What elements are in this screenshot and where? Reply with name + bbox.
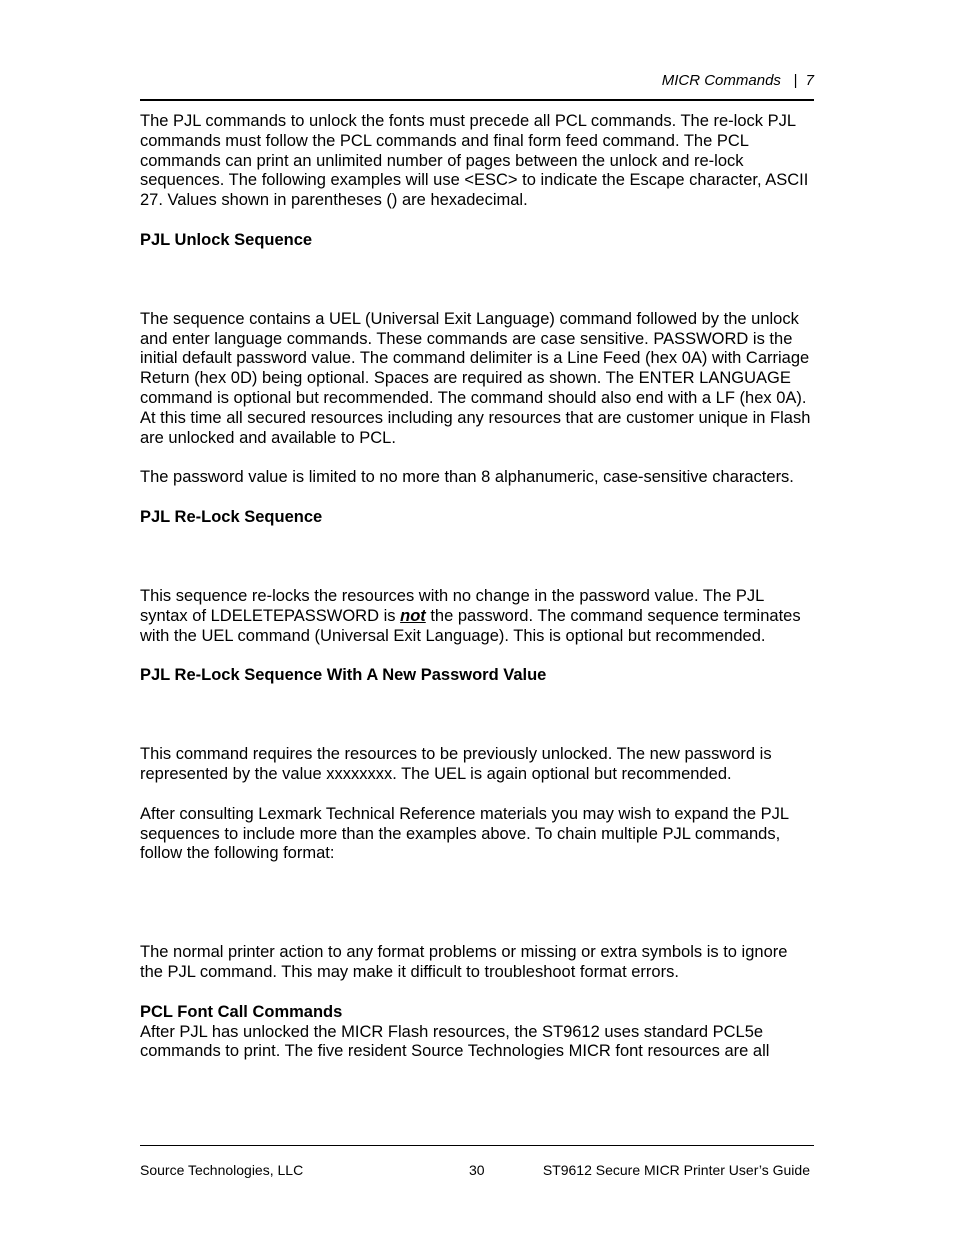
emphasis-not: not bbox=[400, 606, 426, 625]
relock-text-end: the password. The command sequence terminates with the UEL command (Universal Exit Language). This is optional but recommended. bbox=[140, 606, 801, 645]
new-password-paragraph: This command requires the resources to be previously unlocked. The new password is represented by the value xxxxxxxx. The UEL is again optional but recommended. bbox=[140, 745, 772, 783]
heading-pcl-font-call-commands: PCL Font Call Commands bbox=[140, 1002, 343, 1021]
page-body bbox=[140, 112, 814, 1062]
page-footer bbox=[140, 1161, 814, 1179]
footer-page-number: 30 bbox=[469, 1162, 485, 1178]
heading-pjl-unlock-sequence: PJL Unlock Sequence bbox=[140, 230, 313, 249]
intro-paragraph: The PJL commands to unlock the fonts must precede all PCL commands. The re-lock PJL commands must follow the PCL commands and final form feed command. The PCL commands can print an unlimited number of pages between the unlock and re-lock sequences. The following examples will use <ESC> to indicate the Escape character, ASCII 27. Values shown in parentheses () are hexadecimal. bbox=[140, 112, 809, 210]
running-header: MICR Commands | 7 bbox=[661, 72, 814, 89]
footer-company: Source Technologies, LLC bbox=[140, 1162, 304, 1178]
chain-commands-paragraph: After consulting Lexmark Technical Reference materials you may wish to expand the PJL sequences to include more than the examples above. To chain multiple PJL commands, follow the following format: bbox=[140, 804, 789, 863]
format-errors-paragraph: The normal printer action to any format problems or missing or extra symbols is to ignore the PJL command. This may make it difficult to troubleshoot format errors. bbox=[140, 943, 788, 981]
relock-description-paragraph bbox=[140, 587, 814, 646]
relock-text-start: This sequence re-locks the resources with no change in the password value. The PJL syntax of LDELETEPASSWORD is bbox=[140, 586, 764, 625]
footer-document-title: ST9612 Secure MICR Printer User’s Guide bbox=[542, 1162, 810, 1178]
password-limit-paragraph: The password value is limited to no more than 8 alphanumeric, case-sensitive characters. bbox=[140, 468, 794, 487]
heading-pjl-relock-new-password: PJL Re-Lock Sequence With A New Password Value bbox=[140, 666, 547, 685]
pcl-intro-paragraph: After PJL has unlocked the MICR Flash resources, the ST9612 uses standard PCL5e commands to print. The five resident Source Technologies MICR font resources are all bbox=[140, 1022, 770, 1061]
heading-pjl-relock-sequence: PJL Re-Lock Sequence bbox=[140, 508, 323, 527]
header-rule bbox=[140, 99, 814, 101]
footer-rule bbox=[140, 1145, 814, 1146]
unlock-description-paragraph: The sequence contains a UEL (Universal Exit Language) command followed by the unlock and enter language commands. These commands are case sensitive. PASSWORD is the initial default password value. The command delimiter is a Line Feed (hex 0A) with Carriage Return (hex 0D) being optional. Spaces are required as shown. The ENTER LANGUAGE command is optional but recommended. The command should also end with a LF (hex 0A). At this time all secured resources including any resources that are customer unique in Flash are unlocked and available to PCL. bbox=[140, 309, 811, 447]
